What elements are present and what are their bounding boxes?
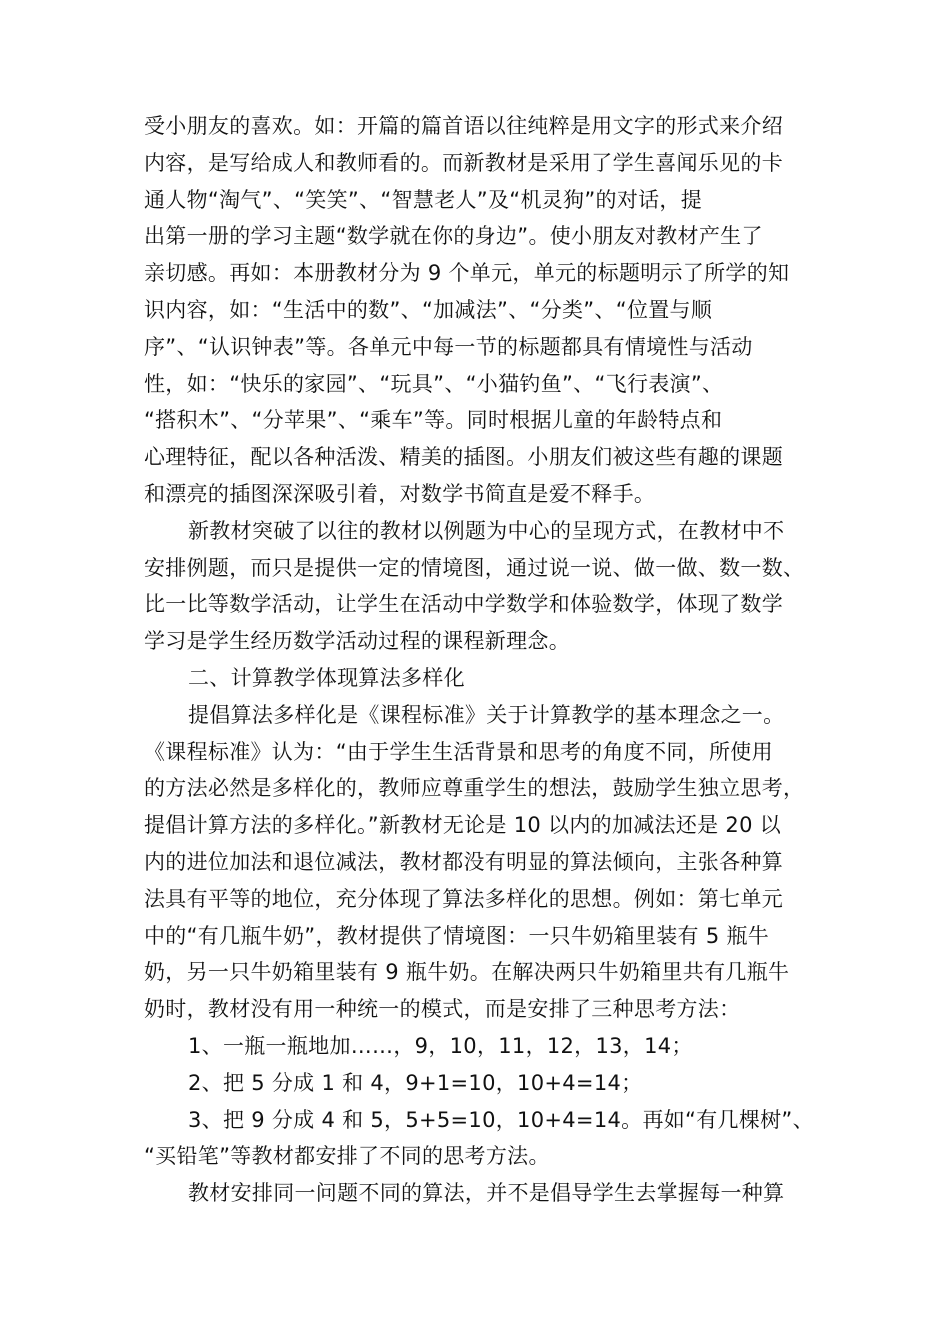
text-line: 的方法必然是多样化的，教师应尊重学生的想法，鼓励学生独立思考， (144, 776, 805, 801)
list-item: 1、一瓶一瓶地加……，9，10，11，12，13，14； (188, 1033, 693, 1058)
list-item: 3、把 9 分成 4 和 5，5+5=10，10+4=14。再如“有几棵树”、 (188, 1107, 814, 1132)
text-line: 出第一册的学习主题“数学就在你的身边”。使小朋友对教材产生了 (144, 224, 763, 249)
text-line: 识内容，如：“生活中的数”、“加减法”、“分类”、“位置与顺 (144, 297, 713, 322)
text-line: 奶时，教材没有用一种统一的模式，而是安排了三种思考方法： (144, 997, 741, 1022)
text-line: 安排例题，而只是提供一定的情境图，通过说一说、做一做、数一数、 (144, 555, 805, 580)
text-line: “买铅笔”等教材都安排了不同的思考方法。 (144, 1144, 550, 1169)
text-line: 内容，是写给成人和教师看的。而新教材是采用了学生喜闻乐见的卡 (144, 150, 783, 175)
text-line: 性，如：“快乐的家园”、“玩具”、“小猫钓鱼”、“飞行表演”、 (144, 371, 724, 396)
text-line: 受小朋友的喜欢。如：开篇的篇首语以往纯粹是用文字的形式来介绍 (144, 114, 783, 138)
text-line: 提倡算法多样化是《课程标准》关于计算教学的基本理念之一。 (188, 702, 785, 727)
text-line: 提倡计算方法的多样化。”新教材无论是 10 以内的加减法还是 20 以 (144, 813, 782, 838)
section-heading: 二、计算教学体现算法多样化 (188, 665, 465, 690)
text-line: 和漂亮的插图深深吸引着，对数学书简直是爱不释手。 (144, 481, 656, 506)
text-line: 内的进位加法和退位减法，教材都没有明显的算法倾向，主张各种算 (144, 849, 783, 874)
text-line: “搭积木”、“分苹果”、“乘车”等。同时根据儿童的年龄特点和 (144, 408, 723, 433)
text-line: 心理特征，配以各种活泼、精美的插图。小朋友们被这些有趣的课题 (144, 445, 783, 470)
text-line: 奶，另一只牛奶箱里装有 9 瓶牛奶。在解决两只牛奶箱里共有几瓶牛 (144, 960, 790, 985)
body-text (144, 108, 828, 1212)
text-line: 教材安排同一问题不同的算法，并不是倡导学生去掌握每一种算 (188, 1181, 785, 1206)
text-line: 序”、“认识钟表”等。各单元中每一节的标题都具有情境性与活动 (144, 334, 753, 359)
text-line: 亲切感。再如：本册教材分为 9 个单元，单元的标题明示了所学的知 (144, 261, 790, 286)
text-line: 学习是学生经历数学活动过程的课程新理念。 (144, 629, 570, 654)
text-line: 通人物“淘气”、“笑笑”、“智慧老人”及“机灵狗”的对话，提 (144, 187, 703, 212)
list-item: 2、把 5 分成 1 和 4，9+1=10，10+4=14； (188, 1070, 643, 1095)
text-line: 中的“有几瓶牛奶”，教材提供了情境图：一只牛奶箱里装有 5 瓶牛 (144, 923, 770, 948)
text-line: 法具有平等的地位，充分体现了算法多样化的思想。例如：第七单元 (144, 886, 783, 911)
text-line: 比一比等数学活动，让学生在活动中学数学和体验数学，体现了数学 (144, 592, 783, 617)
text-line: 新教材突破了以往的教材以例题为中心的呈现方式，在教材中不 (188, 518, 785, 543)
text-line: 《课程标准》认为：“由于学生生活背景和思考的角度不同，所使用 (144, 739, 773, 764)
